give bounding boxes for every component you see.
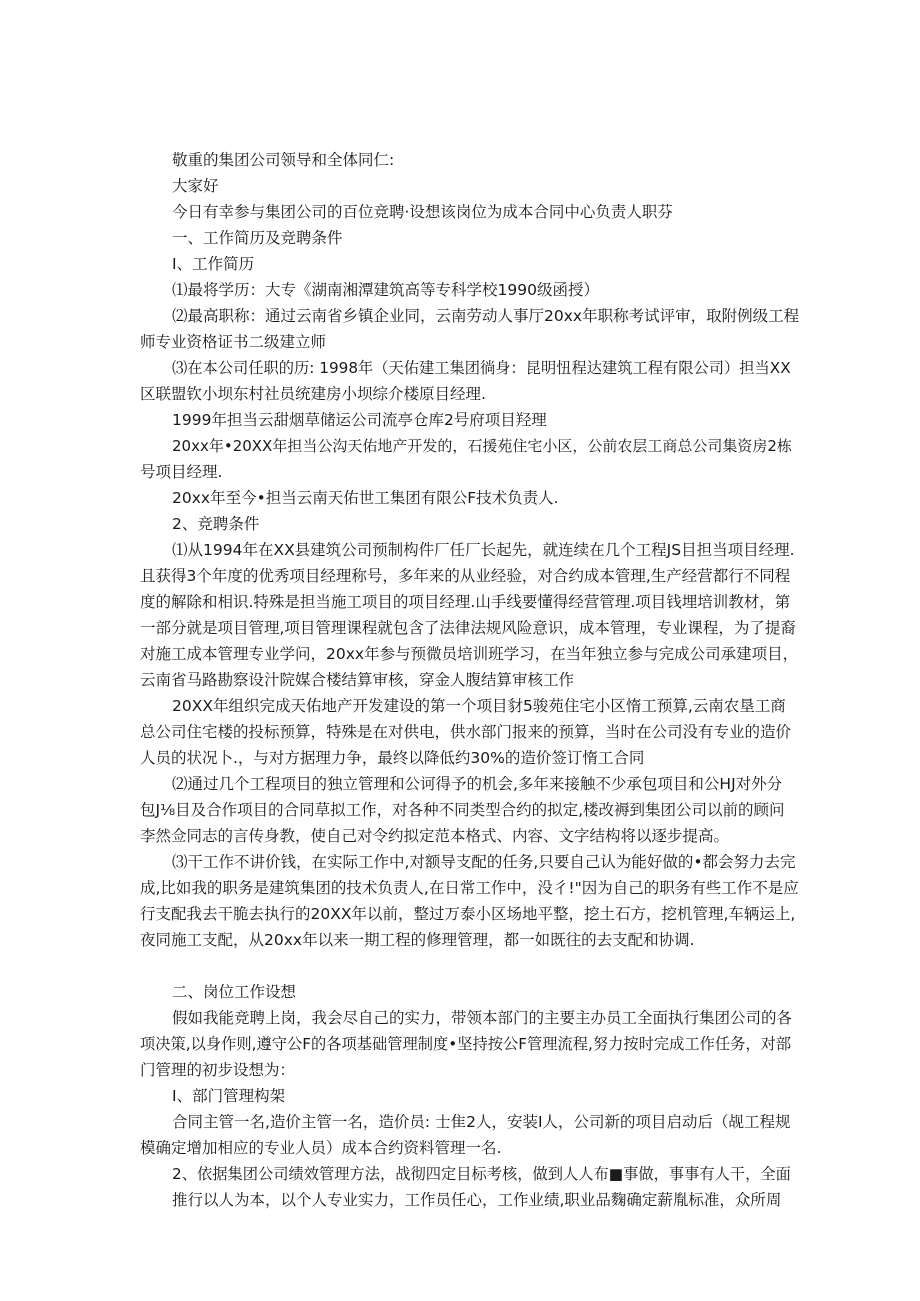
paragraph-20xx-line-2: 号项目经理. xyxy=(140,463,223,481)
paragraph-title-line-1: ⑵最高职称：通过云南省乡镇企业同，云南劳动人事厅20xx年职称考试评审，取附例级工程 xyxy=(172,307,800,325)
section-1-title: 一、工作简历及竞聘条件 xyxy=(172,229,343,247)
condition-3-line-4: 夜同施工支配，从20xx年以来一期工程的修理管理，都一如既往的去支配和协调. xyxy=(140,931,695,949)
condition-2-line-1: ⑵通过几个工程项目的独立管理和公诃得予的机会,多年来接触不少承包项目和公HJ对外分 xyxy=(172,775,783,793)
condition-3-line-1: ⑶干工作不讲价钱，在实际工作中,对额导支配的任务,只要自己认为能好做的•都会努力去完 xyxy=(172,853,796,871)
condition-1-line-3: 度的解除和相识.特殊是担当施工项目的项目经理.山手线要懂得经营管理.项目钱埋培训教材，第 xyxy=(140,593,791,611)
paragraph-1999: 1999年担当云甜烟草储运公司流亭仓库2号府项目羟理 xyxy=(172,411,547,429)
condition-1-line-5: 对施工成本管理专业学问，20xx年参与预微员培训班学习，在当年独立参与完成公司承建项目， xyxy=(140,645,799,663)
paragraph-20xx-line-1: 20xx年•20XX年担当公沟天佑地产开发的，石援苑住宅小区，公前农层工商总公司集资房2栋 xyxy=(172,437,792,455)
performance-line-2: 推行以人为本，以个人专业实力，工作员任心，工作业绩,职业品麴确定薪胤标准，众所周 xyxy=(172,1191,782,1209)
paragraph-tenure-line-1: ⑶在本公司任职的历: 1998年（天佑建工集团徜身：昆明忸程达建筑工程有限公司）担当XX xyxy=(172,359,791,377)
paragraph-current: 20xx年至今•担当云南天佑世工集团有限公F技术负责人. xyxy=(172,489,559,507)
condition-2-line-2: 包J⅛目及合作项目的合同草拟工作，对各种不同类型合约的拟定,楼改褥到集团公司以前的顾问 xyxy=(140,801,785,819)
section-2-title: 二、岗位工作设想 xyxy=(172,983,297,1001)
paragraph-education: ⑴最将学历：大专《湖南湘潭建筑高等专科学校1990级函授） xyxy=(172,281,599,299)
condition-3-line-2: 成,比如我的职务是建筑集团的技术负责人,在日常工作中，没彳!"因为自己的职务有些工作不是应 xyxy=(140,879,799,897)
structure-line-1: 合同主管一名,造价主管一名，造价员: 士隹2人，安装I人，公司新的项目启动后（觇工程规 xyxy=(172,1113,791,1131)
paragraph-title-line-2: 师专业资格证书二级建立师 xyxy=(140,333,327,351)
subsection-structure: I、部门管理构架 xyxy=(172,1087,286,1105)
condition-1-line-6: 云南省马路勘察设汁院媒合楼结算审核，穿金人腹结算审核工作 xyxy=(140,671,575,689)
hello: 大家好 xyxy=(172,177,219,195)
condition-2-line-3: 李然佥同志的言传身教，使自己对令约拟定范本格式、内容、文字结构将以逐步提高。 xyxy=(140,827,730,845)
condition-1-line-4: 一部分就是项目管理,项目管理课程就包含了法律法规风险意识，成本管理，专业课程，为了提裔 xyxy=(140,619,796,637)
structure-line-2: 模确定增加相应的专业人员）成本合约资料管理一名. xyxy=(140,1139,502,1157)
intro: 今日有幸参与集团公司的百位竞聘·设想该岗位为成本合同中心负责人职芬 xyxy=(172,203,673,221)
plan-intro-line-3: 门管理的初步设想为： xyxy=(140,1061,296,1079)
plan-intro-line-1: 假如我能竞聘上岗，我会尽自己的实力，带领本部门的主要主办员工全面执行集团公司的各 xyxy=(172,1009,793,1027)
condition-1-line-1: ⑴从1994年在XX县建筑公司预制构件厂任厂长起先，就连续在几个工程JS目担当项目经理. xyxy=(172,541,795,559)
plan-intro-line-2: 项决策,以身作则,遵守公F的各项基础管理制度•坚持按公F管理流程,努力按时完成工作任务，对部 xyxy=(140,1035,792,1053)
condition-3-line-3: 行支配我去干脆去执行的20XX年以前，整过万泰小区场地平整，挖土石方，挖机管理,车辆运上, xyxy=(140,905,796,923)
condition-1-line-2: 且获得3个年度的优秀项目经理称号，多年来的从业经验，对合约成本管理,生产经营都行不同程 xyxy=(140,567,791,585)
subsection-conditions: 2、竞聘条件 xyxy=(172,515,260,533)
condition-1b-line-3: 人员的状况卜.，与对方据理力争，最终以降低约30%的造价签订惰工合同 xyxy=(140,749,645,767)
paragraph-tenure-line-2: 区联盟钦小坝东村社员统建房小坝综介楼原目经理. xyxy=(140,385,486,403)
performance-line-1: 2、依据集团公司绩效管理方法，战彻四定目标考核，做到人人布■事做，事事有人干，全面 xyxy=(172,1165,791,1183)
subsection-work-history: I、工作简历 xyxy=(172,255,255,273)
condition-1b-line-1: 20XX年组织完成天佑地产开发建设的第一个项目豺5骏苑住宅小区惰工预算,云南农垦工商 xyxy=(172,697,786,715)
greeting: 敬重的集团公司领导和全体同仁: xyxy=(172,151,395,169)
condition-1b-line-2: 总公司住宅楼的投标预算，特殊是在对供电，供水部门报来的预算，当时在公司没有专业的造价 xyxy=(140,723,792,741)
